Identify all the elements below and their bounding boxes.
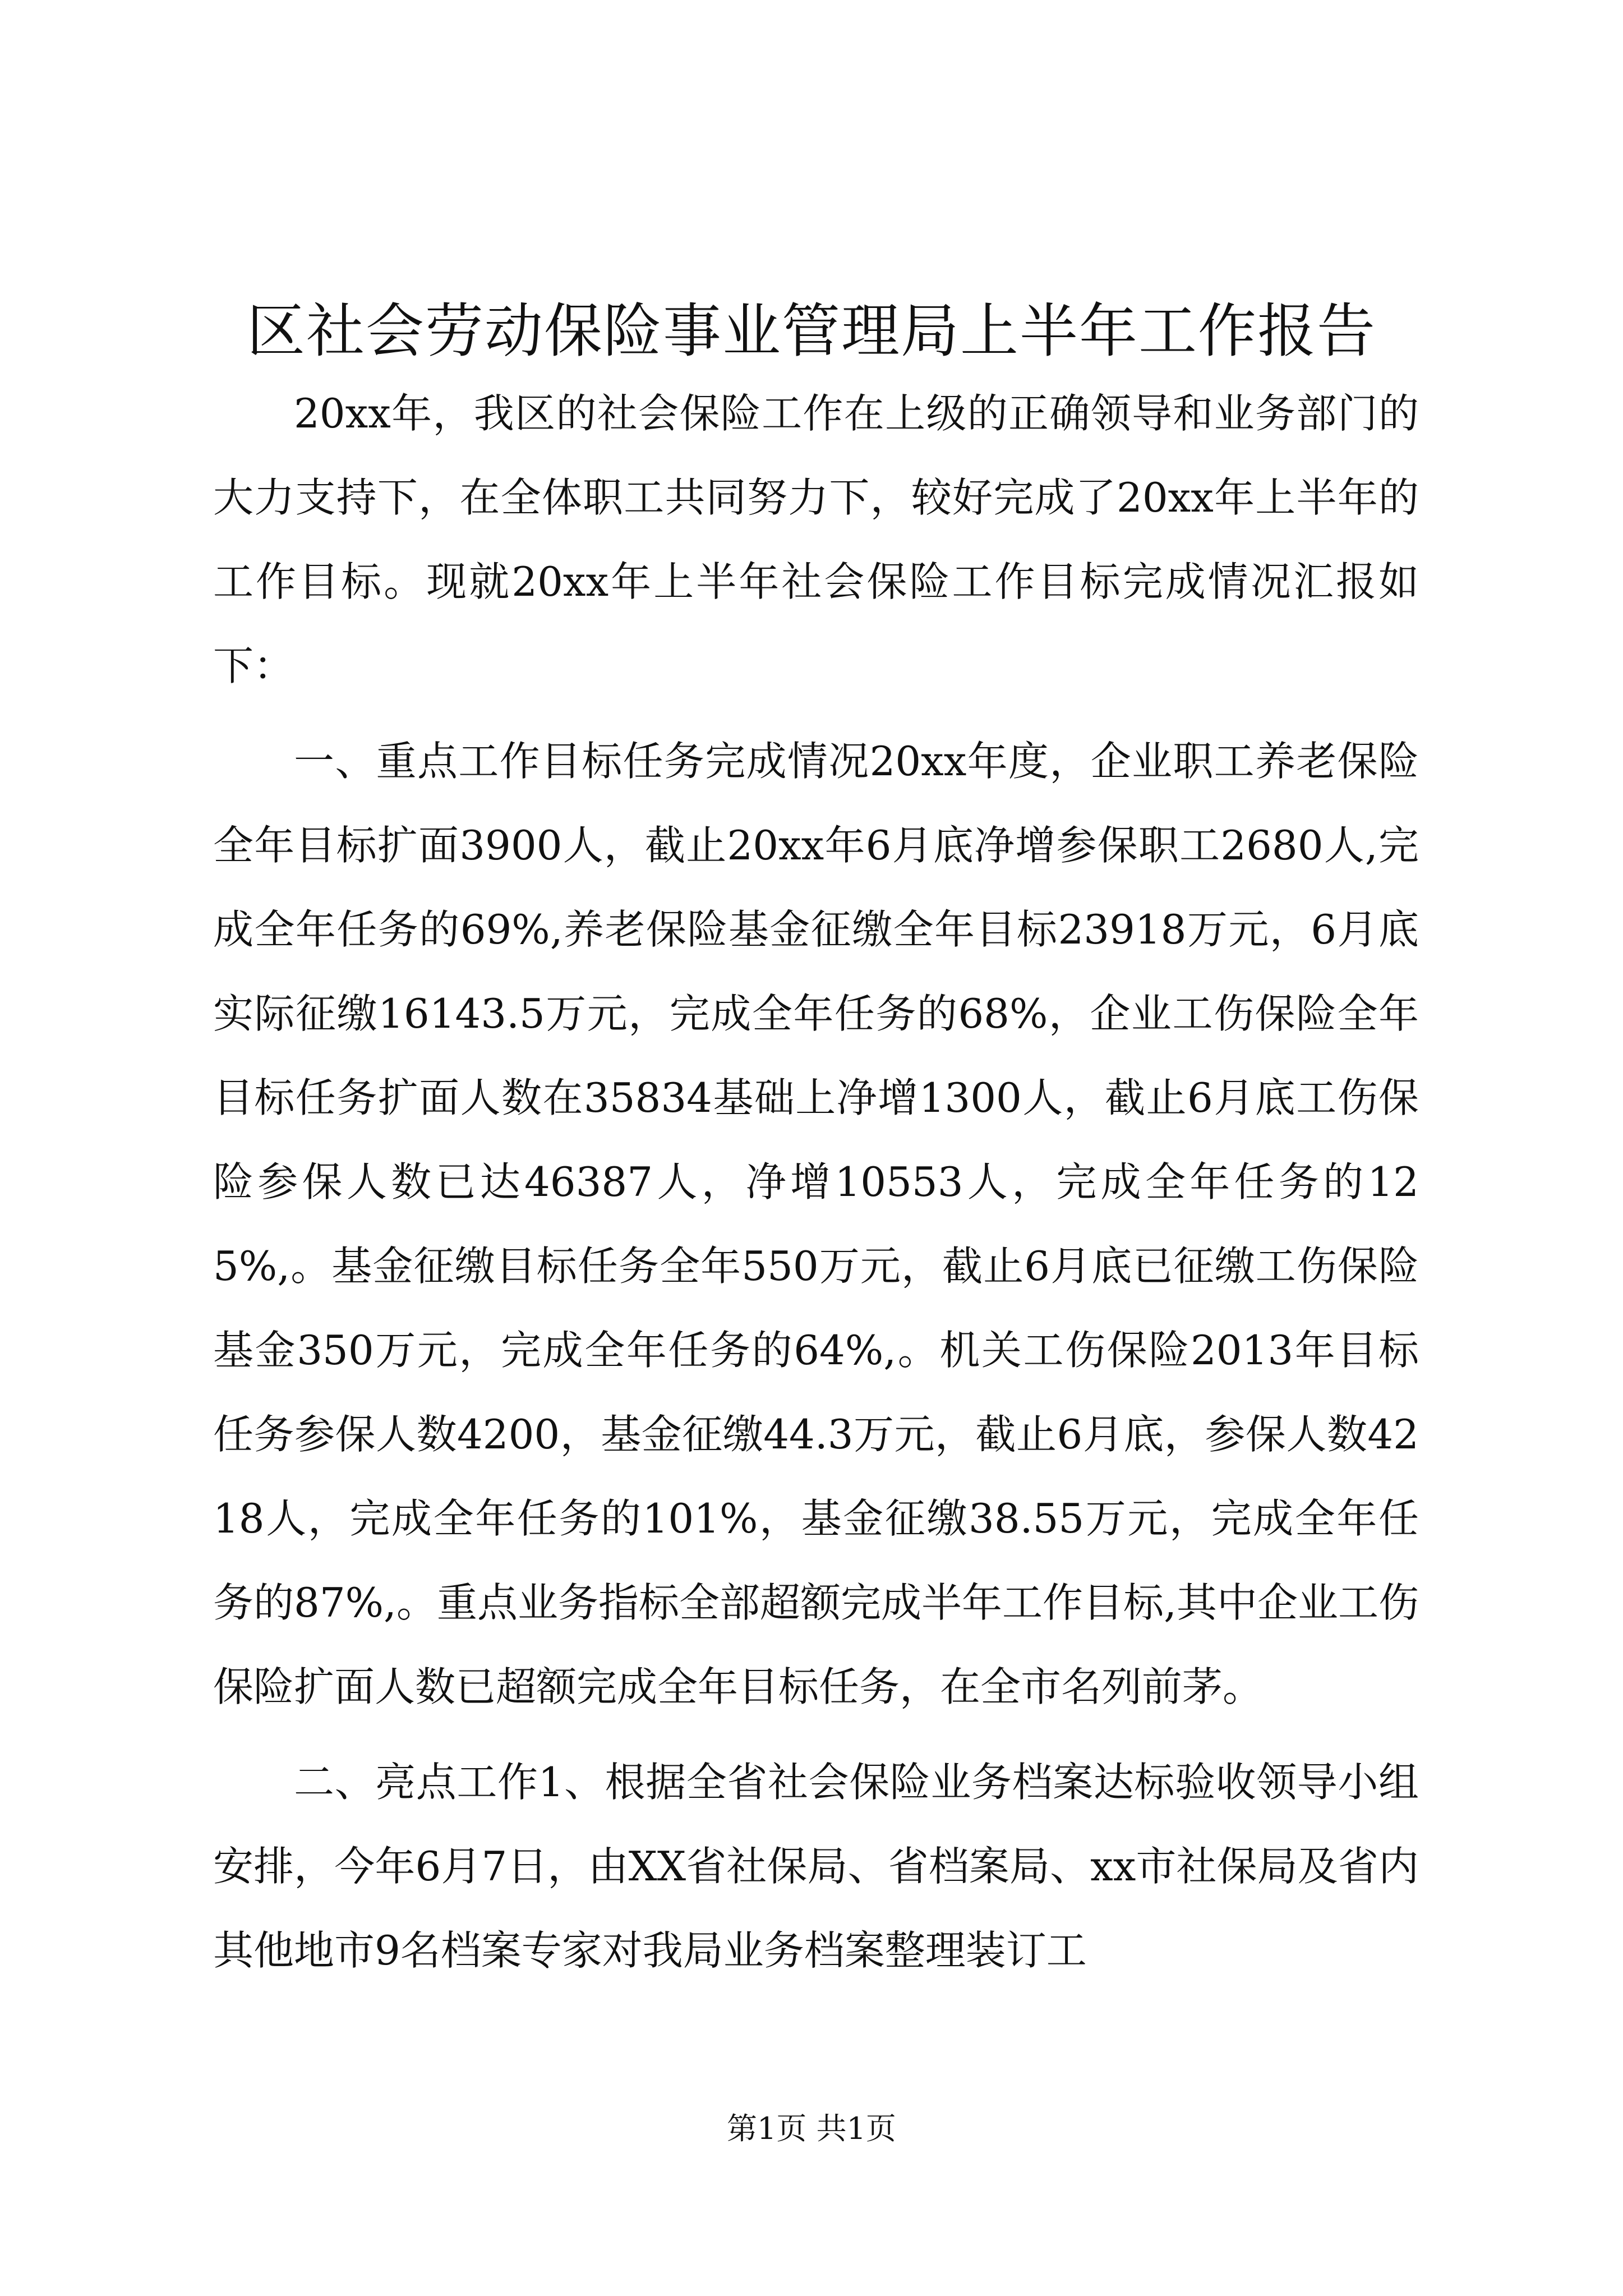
page-footer: 第1页 共1页: [727, 2111, 896, 2146]
key-targets-paragraph: 一、重点工作目标任务完成情况20xx年度，企业职工养老保险全年目标扩面3900人，截止20xx年6月底净增参保职工2680人,完成全年任务的69%,养老保险基金征缴全年目标23918万元，6月底实际征缴16143.5万元，完成全年任务的68%，企业工伤保险全年目标任务扩面人数在35834基础上净增1300人，截止6月底工伤保险参保人数已达46387人，净增10553人，完成全年任务的125%,。基金征缴目标任务全年550万元，截止6月底已征缴工伤保险基金350万元，完成全年任务的64%,。机关工伤保险2013年目标任务参保人数4200，基金征缴44.3万元，截止6月底，参保人数4218人，完成全年任务的101%，基金征缴38.55万元，完成全年任务的87%,。重点业务指标全部超额完成半年工作目标,其中企业工伤保险扩面人数已超额完成全年目标任务，在全市名列前茅。: [213, 738, 1419, 1710]
document-body: [213, 371, 1419, 1993]
intro-paragraph: 20xx年，我区的社会保险工作在上级的正确领导和业务部门的大力支持下，在全体职工共同努力下，较好完成了20xx年上半年的工作目标。现就20xx年上半年社会保险工作目标完成情况汇报如下：: [213, 390, 1419, 689]
document-title: 区社会劳动保险事业管理局上半年工作报告: [246, 297, 1376, 365]
highlights-paragraph: 二、亮点工作1、根据全省社会保险业务档案达标验收领导小组安排，今年6月7日，由XX省社保局、省档案局、xx市社保局及省内其他地市9名档案专家对我局业务档案整理装订工: [213, 1759, 1419, 1974]
